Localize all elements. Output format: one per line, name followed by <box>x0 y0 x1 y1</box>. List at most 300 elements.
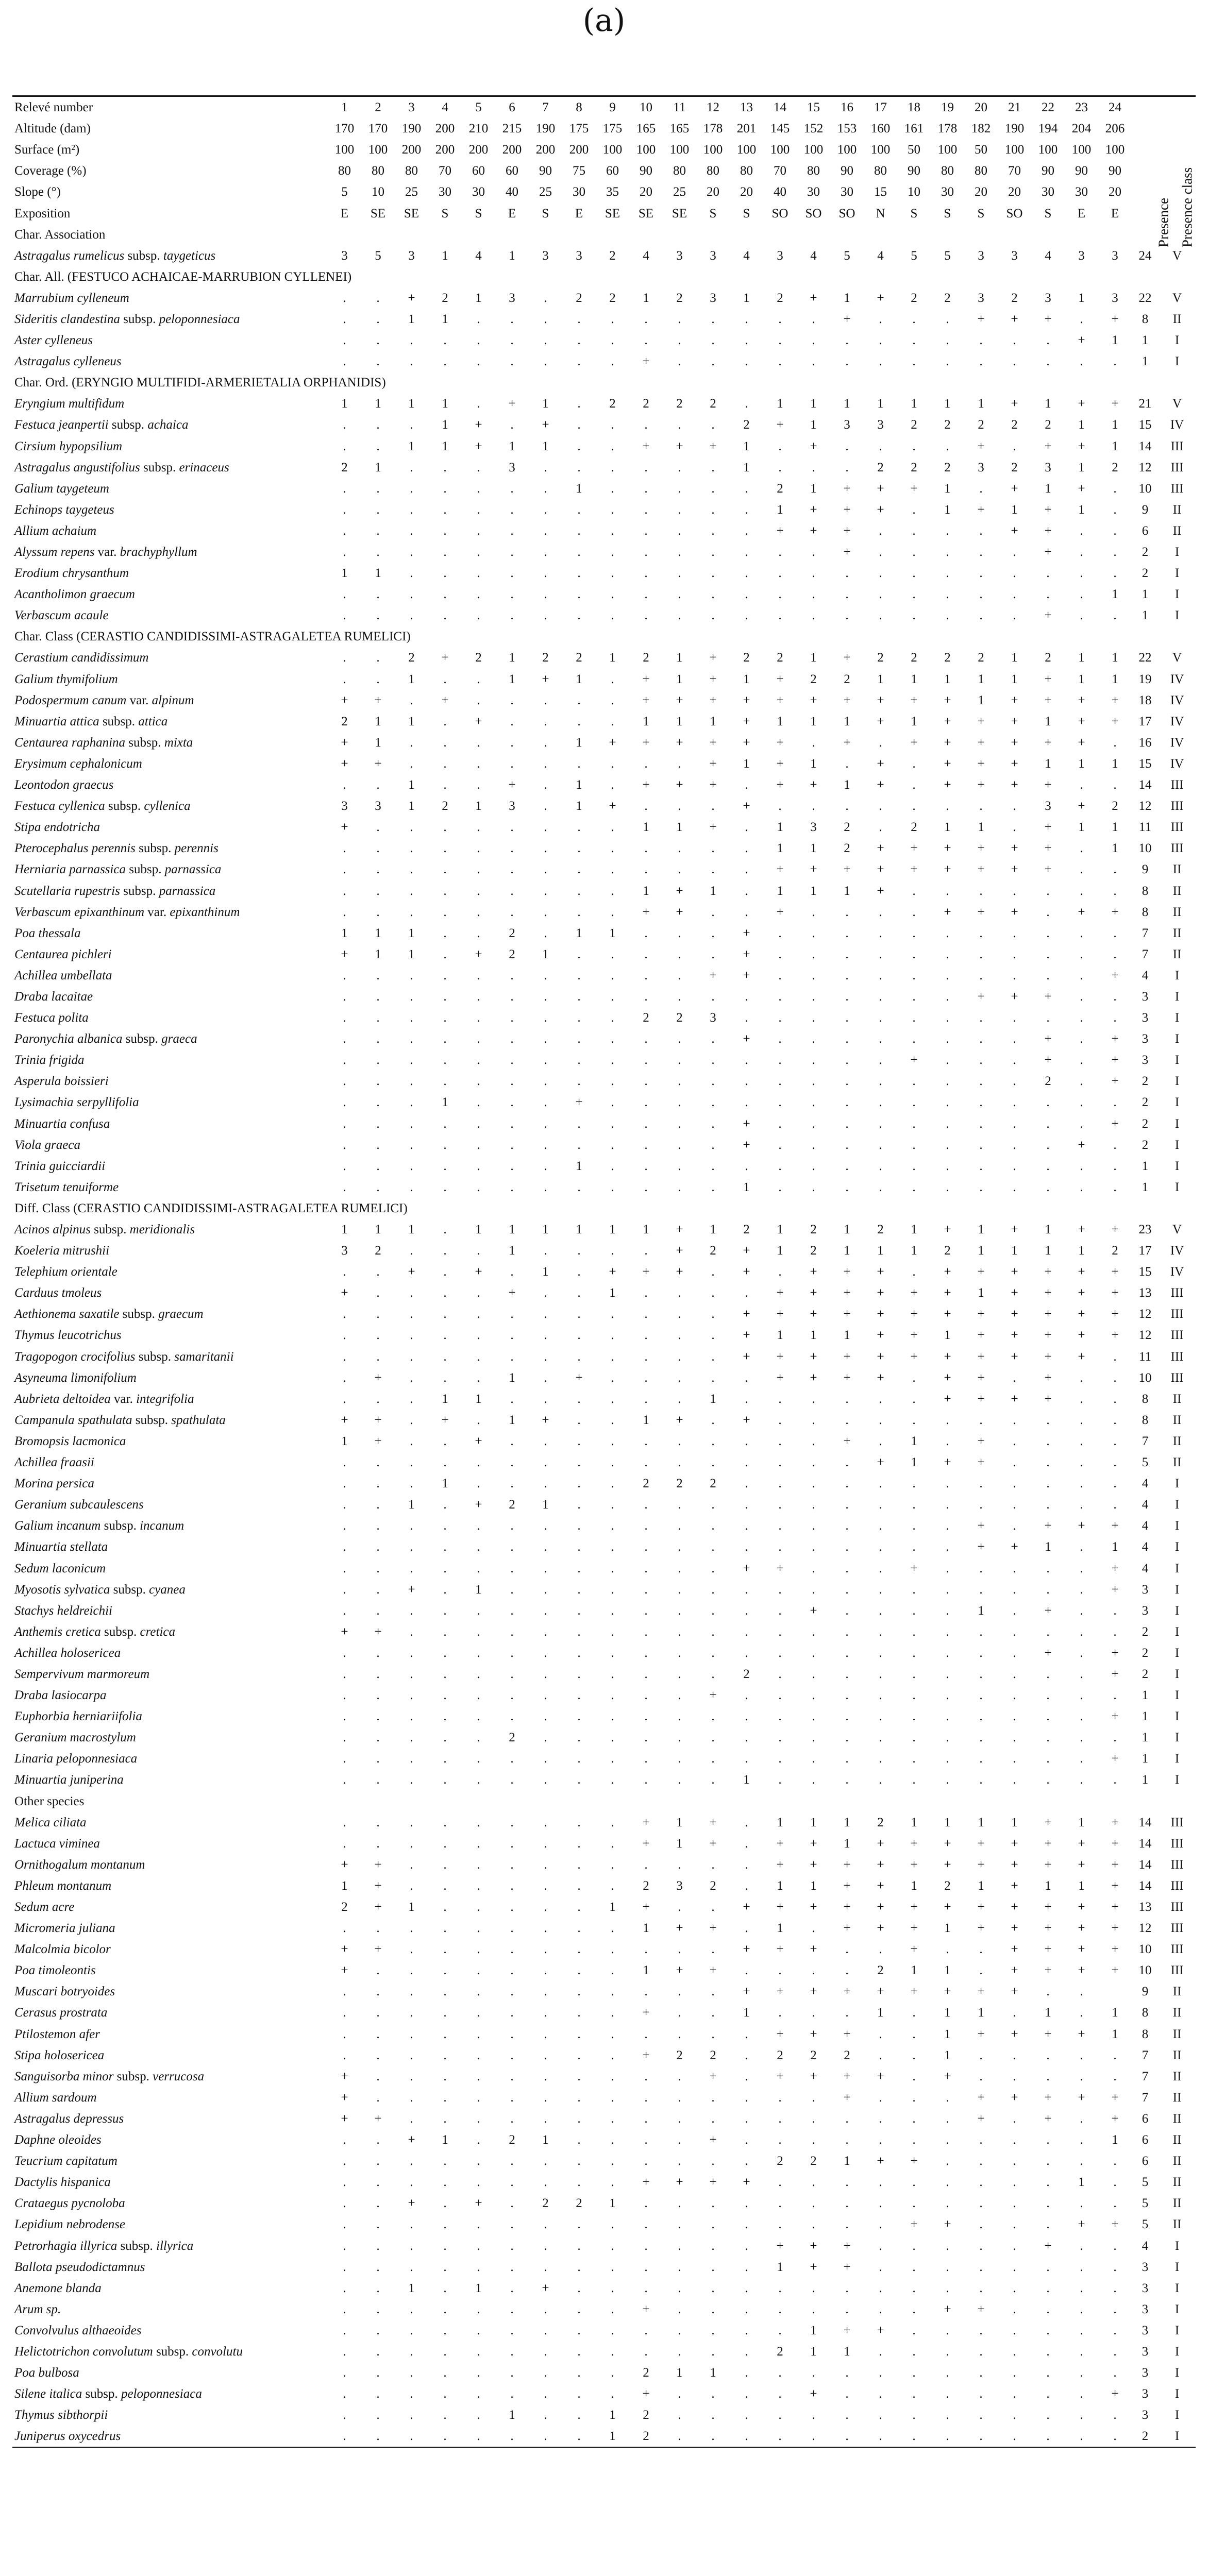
presence-class-value: V <box>1172 651 1182 665</box>
abundance-cell: . <box>376 1582 380 1597</box>
abundance-cell: . <box>1046 2323 1050 2337</box>
abundance-cell: . <box>845 354 849 369</box>
abundance-cell: . <box>845 799 849 814</box>
abundance-cell: 2 <box>844 672 850 686</box>
presence-class-value: IV <box>1170 693 1184 707</box>
abundance-cell: . <box>745 2111 748 2126</box>
species-name: Asyneuma limonifolium <box>14 1370 137 1385</box>
header-value: 100 <box>334 143 355 157</box>
abundance-cell: 1 <box>1045 756 1051 771</box>
abundance-cell: 2 <box>944 460 951 474</box>
presence-value: 1 <box>1142 1688 1149 1703</box>
abundance-cell: . <box>1080 1646 1083 1660</box>
abundance-cell: . <box>428 2426 462 2447</box>
abundance-cell: . <box>912 1413 916 1427</box>
header-value: 200 <box>435 122 455 136</box>
abundance-cell: . <box>845 2387 849 2401</box>
header-value: 190 <box>401 122 422 136</box>
presence-value: 19 <box>1138 672 1152 686</box>
abundance-cell: . <box>410 1815 413 1829</box>
abundance-cell: . <box>711 989 715 1004</box>
abundance-cell: . <box>1046 968 1050 982</box>
abundance-cell: . <box>1013 2175 1016 2190</box>
species-name: Aubrieta deltoidea var. integrifolia <box>14 1392 194 1406</box>
abundance-cell: + <box>609 735 616 750</box>
species-name: Herniaria parnassica subsp. parnassica <box>14 862 222 877</box>
presence-value: 6 <box>1142 2133 1149 2147</box>
abundance-cell: . <box>912 968 916 982</box>
abundance-cell: . <box>510 1921 514 1936</box>
abundance-cell: + <box>910 1942 918 1957</box>
abundance-cell: . <box>544 1752 547 1766</box>
abundance-cell: . <box>745 2090 748 2105</box>
abundance-cell: 1 <box>844 1223 850 1237</box>
abundance-cell: . <box>611 1688 614 1703</box>
presence-value: 3 <box>1142 2281 1149 2295</box>
abundance-cell: . <box>1013 1624 1016 1639</box>
presence-value: 14 <box>1138 1836 1152 1851</box>
abundance-cell: . <box>544 2387 547 2401</box>
abundance-cell: 1 <box>1011 502 1018 517</box>
presence-class-value: IV <box>1170 418 1184 432</box>
abundance-cell: . <box>812 566 815 581</box>
abundance-cell: . <box>678 1624 681 1639</box>
abundance-cell: . <box>443 2260 447 2274</box>
abundance-cell: . <box>611 1455 614 1470</box>
abundance-cell: . <box>410 1413 413 1427</box>
abundance-cell: 1 <box>375 397 381 411</box>
abundance-cell: + <box>642 2006 650 2020</box>
abundance-cell: . <box>443 841 447 856</box>
abundance-cell: 1 <box>810 397 817 411</box>
abundance-cell: + <box>776 1370 784 1385</box>
abundance-cell: . <box>644 1032 648 1046</box>
presence-value: 23 <box>1138 1223 1152 1237</box>
abundance-cell: 2 <box>810 672 817 686</box>
abundance-cell: 2 <box>944 651 951 665</box>
abundance-cell: . <box>912 989 916 1004</box>
abundance-cell: . <box>577 1985 581 1999</box>
abundance-cell: + <box>977 1540 985 1554</box>
abundance-cell: . <box>912 1603 916 1618</box>
abundance-cell: + <box>1111 2111 1119 2126</box>
presence-class-value: I <box>1175 1477 1180 1491</box>
abundance-cell: + <box>508 778 516 792</box>
header-value: SE <box>370 206 386 221</box>
abundance-cell: + <box>977 989 985 1004</box>
abundance-cell: . <box>376 2175 380 2190</box>
abundance-cell: . <box>577 354 581 369</box>
header-value: 80 <box>740 164 753 178</box>
abundance-cell: + <box>341 820 348 835</box>
abundance-cell: . <box>376 2408 380 2422</box>
abundance-cell: . <box>410 1540 413 1554</box>
abundance-cell: + <box>1011 1963 1018 1978</box>
abundance-cell: . <box>845 1498 849 1512</box>
abundance-cell: . <box>1080 884 1083 898</box>
abundance-cell: . <box>577 2302 581 2316</box>
abundance-cell: . <box>577 1709 581 1724</box>
abundance-cell: . <box>879 1646 882 1660</box>
abundance-cell: . <box>979 2323 983 2337</box>
abundance-cell: 2 <box>944 1244 951 1258</box>
abundance-cell: . <box>812 1434 815 1448</box>
abundance-cell: . <box>510 587 514 602</box>
abundance-cell: . <box>979 1646 983 1660</box>
abundance-cell: . <box>711 2344 715 2359</box>
abundance-cell: . <box>510 1434 514 1448</box>
section-title <box>12 224 1196 245</box>
presence-class-value: I <box>1175 968 1180 982</box>
abundance-cell: . <box>678 1752 681 1766</box>
abundance-cell: 2 <box>643 2408 649 2422</box>
abundance-cell: . <box>845 1752 849 1766</box>
abundance-cell: . <box>443 820 447 835</box>
abundance-cell: . <box>778 1498 782 1512</box>
abundance-cell: . <box>1113 2175 1117 2190</box>
abundance-cell: + <box>441 693 449 707</box>
abundance-cell: . <box>745 1603 748 1618</box>
abundance-cell: + <box>1111 1053 1119 1067</box>
abundance-cell: 2 <box>408 651 415 665</box>
header-value: 90 <box>1042 164 1054 178</box>
presence-class-value: I <box>1175 1540 1180 1554</box>
abundance-cell: . <box>443 1752 447 1766</box>
table-body <box>12 224 1196 2448</box>
abundance-cell: . <box>544 714 547 728</box>
abundance-cell: + <box>1111 1836 1119 1851</box>
abundance-cell: . <box>443 1857 447 1872</box>
section-title <box>12 266 1196 287</box>
abundance-cell: 3 <box>509 291 515 305</box>
header-value: 60 <box>606 164 619 178</box>
abundance-cell: . <box>812 608 815 623</box>
abundance-cell: . <box>577 1878 581 1893</box>
abundance-cell: . <box>778 1519 782 1533</box>
abundance-cell: . <box>410 2069 413 2083</box>
abundance-cell: . <box>912 778 916 792</box>
abundance-cell: . <box>343 2196 346 2211</box>
abundance-cell: . <box>845 1561 849 1575</box>
species-name: Minuartia juniperina <box>14 1773 124 1787</box>
abundance-cell: . <box>1013 1053 1016 1067</box>
species-name: Acinos alpinus subsp. meridionalis <box>14 1223 195 1237</box>
abundance-cell: . <box>644 1857 648 1872</box>
abundance-cell: + <box>743 1413 750 1427</box>
abundance-cell: . <box>544 1624 547 1639</box>
abundance-cell: . <box>611 1498 614 1512</box>
species-row <box>12 902 1196 923</box>
abundance-cell: + <box>877 2154 884 2168</box>
abundance-cell: . <box>611 2175 614 2190</box>
abundance-cell: . <box>477 354 480 369</box>
abundance-cell: . <box>912 1667 916 1681</box>
abundance-cell: . <box>376 2048 380 2062</box>
species-row <box>12 1367 1196 1388</box>
abundance-cell: . <box>812 968 815 982</box>
species-name: Draba lasiocarpa <box>14 1688 107 1703</box>
abundance-cell: . <box>711 312 715 326</box>
abundance-cell: . <box>443 1878 447 1893</box>
abundance-cell: . <box>376 1688 380 1703</box>
abundance-cell: . <box>644 2111 648 2126</box>
abundance-cell: . <box>410 608 413 623</box>
abundance-cell: . <box>510 714 514 728</box>
abundance-cell: 1 <box>341 1434 348 1448</box>
header-value: 100 <box>602 143 623 157</box>
presence-value: 14 <box>1138 1857 1152 1872</box>
abundance-cell: . <box>845 2281 849 2295</box>
abundance-cell: + <box>944 1455 951 1470</box>
abundance-cell: . <box>979 2239 983 2253</box>
abundance-cell: + <box>609 1265 616 1279</box>
abundance-cell: . <box>745 2302 748 2316</box>
header-row <box>12 139 1196 160</box>
header-value: 30 <box>472 185 485 199</box>
presence-value: 8 <box>1142 2027 1149 2041</box>
abundance-cell: + <box>1078 735 1085 750</box>
abundance-cell: + <box>944 841 951 856</box>
abundance-cell: 2 <box>509 1731 515 1745</box>
abundance-cell: . <box>778 1053 782 1067</box>
abundance-cell: . <box>946 968 949 982</box>
header-value: N <box>876 206 885 221</box>
abundance-cell: 2 <box>576 291 582 305</box>
abundance-cell: 1 <box>408 312 415 326</box>
abundance-cell: + <box>843 2027 851 2041</box>
abundance-cell: . <box>343 312 346 326</box>
abundance-cell: . <box>443 587 447 602</box>
presence-value: 22 <box>1138 291 1152 305</box>
abundance-cell: . <box>644 1159 648 1173</box>
abundance-cell: . <box>678 2408 681 2422</box>
abundance-cell: + <box>374 1370 382 1385</box>
abundance-cell: . <box>510 354 514 369</box>
abundance-cell: 1 <box>911 672 917 686</box>
abundance-cell: + <box>743 1900 750 1914</box>
abundance-cell: + <box>1044 693 1052 707</box>
presence-class-value: III <box>1170 1878 1184 1893</box>
abundance-cell: . <box>711 1370 715 1385</box>
presence-value: 14 <box>1138 1878 1152 1893</box>
species-name: Lepidium nebrodense <box>14 2217 126 2232</box>
species-row <box>12 2299 1196 2320</box>
abundance-cell: . <box>477 968 480 982</box>
abundance-cell: . <box>778 312 782 326</box>
abundance-cell: . <box>544 1603 547 1618</box>
presence-value: 12 <box>1138 1307 1152 1321</box>
abundance-cell: . <box>845 1455 849 1470</box>
abundance-cell: . <box>778 587 782 602</box>
species-row <box>12 2320 1196 2341</box>
abundance-cell: + <box>1111 1032 1119 1046</box>
abundance-cell: . <box>510 1074 514 1089</box>
abundance-cell: . <box>1113 1624 1117 1639</box>
abundance-cell: . <box>343 1392 346 1406</box>
abundance-cell: . <box>376 2027 380 2041</box>
abundance-cell: . <box>477 1053 480 1067</box>
abundance-cell: . <box>376 2281 380 2295</box>
abundance-cell: . <box>778 2366 782 2380</box>
abundance-cell: . <box>678 1773 681 1787</box>
abundance-cell: . <box>678 1498 681 1512</box>
abundance-cell: . <box>410 968 413 982</box>
abundance-cell: . <box>845 1138 849 1152</box>
abundance-cell: . <box>1013 2217 1016 2232</box>
presence-value: 7 <box>1142 2069 1149 2083</box>
species-row <box>12 1896 1196 1918</box>
species-name: Helictotrichon convolutum subsp. convolutu <box>14 2344 243 2359</box>
abundance-cell: . <box>343 2408 346 2422</box>
abundance-cell: . <box>510 1561 514 1575</box>
abundance-cell: . <box>879 523 882 538</box>
abundance-cell: . <box>812 1773 815 1787</box>
header-value: 90 <box>908 164 920 178</box>
abundance-cell: . <box>443 1731 447 1745</box>
abundance-cell: . <box>1046 2217 1050 2232</box>
header-value: 145 <box>770 122 790 136</box>
abundance-cell: . <box>544 608 547 623</box>
abundance-cell: + <box>1044 1900 1052 1914</box>
abundance-cell: . <box>879 1603 882 1618</box>
abundance-cell: . <box>1013 1561 1016 1575</box>
presence-class-value: III <box>1170 1963 1184 1978</box>
abundance-cell: 2 <box>375 1244 381 1258</box>
abundance-cell: + <box>1011 1985 1018 1999</box>
species-name: Arum sp. <box>14 2302 61 2316</box>
abundance-cell: . <box>376 312 380 326</box>
presence-value: 1 <box>1142 1180 1149 1194</box>
abundance-cell: . <box>1013 1731 1016 1745</box>
abundance-cell: . <box>812 1540 815 1554</box>
abundance-cell: . <box>979 2048 983 2062</box>
abundance-cell: . <box>443 862 447 877</box>
presence-value: 3 <box>1142 1011 1149 1025</box>
abundance-cell: . <box>964 2426 998 2447</box>
abundance-cell: . <box>376 1011 380 1025</box>
phytosociological-table <box>12 95 1196 2448</box>
abundance-cell: . <box>711 1646 715 1660</box>
species-row <box>12 1727 1196 1748</box>
abundance-cell: . <box>912 2175 916 2190</box>
abundance-cell: . <box>946 1053 949 1067</box>
abundance-cell: 3 <box>341 1244 348 1258</box>
abundance-cell: + <box>374 756 382 771</box>
abundance-cell: 1 <box>844 291 850 305</box>
abundance-cell: + <box>1044 862 1052 877</box>
abundance-cell: . <box>376 1985 380 1999</box>
abundance-cell: . <box>678 1519 681 1533</box>
header-value: 100 <box>1004 143 1025 157</box>
abundance-cell: . <box>979 1477 983 1491</box>
abundance-cell: 1 <box>1078 1244 1085 1258</box>
abundance-cell: . <box>477 862 480 877</box>
abundance-cell: 1 <box>475 291 482 305</box>
abundance-cell: . <box>477 693 480 707</box>
abundance-cell: . <box>812 2366 815 2380</box>
abundance-cell: + <box>877 1286 884 1300</box>
presence-class-value: I <box>1175 1667 1180 1681</box>
abundance-cell: 2 <box>777 651 783 665</box>
species-name: Poa bulbosa <box>14 2366 79 2380</box>
abundance-cell: + <box>977 1328 985 1343</box>
abundance-cell: . <box>745 820 748 835</box>
abundance-cell: 2 <box>509 1498 515 1512</box>
abundance-cell: . <box>912 2133 916 2147</box>
abundance-cell: 1 <box>1078 418 1085 432</box>
abundance-cell: . <box>946 1540 949 1554</box>
abundance-cell: . <box>1080 2281 1083 2295</box>
abundance-cell: . <box>1013 2344 1016 2359</box>
abundance-cell: + <box>944 693 951 707</box>
abundance-cell: + <box>1044 778 1052 792</box>
abundance-cell: . <box>778 2408 782 2422</box>
abundance-cell: . <box>711 1307 715 1321</box>
abundance-cell: + <box>374 1413 382 1427</box>
presence-value: 3 <box>1142 1582 1149 1597</box>
presence-value: 17 <box>1138 1244 1152 1258</box>
species-name: Festuca jeanpertii subsp. achaica <box>14 418 189 432</box>
abundance-cell: . <box>812 2408 815 2422</box>
abundance-cell: . <box>678 947 681 961</box>
species-row <box>12 287 1196 309</box>
presence-class-value: III <box>1170 1286 1184 1300</box>
header-value: 50 <box>975 143 987 157</box>
abundance-cell: . <box>711 1582 715 1597</box>
abundance-cell: . <box>912 2006 916 2020</box>
abundance-cell: . <box>611 2133 614 2147</box>
abundance-cell: . <box>644 418 648 432</box>
abundance-cell: 3 <box>1078 248 1085 263</box>
abundance-cell: 1 <box>408 926 415 940</box>
species-row <box>12 1071 1196 1092</box>
abundance-cell: . <box>443 2196 447 2211</box>
species-row <box>12 393 1196 414</box>
abundance-cell: . <box>1013 2260 1016 2274</box>
abundance-cell: . <box>1080 1032 1083 1046</box>
abundance-cell: . <box>376 862 380 877</box>
abundance-cell: . <box>879 926 882 940</box>
abundance-cell: . <box>544 905 547 919</box>
abundance-cell: . <box>812 1180 815 1194</box>
abundance-cell: . <box>946 1688 949 1703</box>
abundance-cell: 1 <box>911 397 917 411</box>
species-row <box>12 499 1196 520</box>
abundance-cell: . <box>477 1731 480 1745</box>
header-label: Coverage (%) <box>14 164 87 178</box>
abundance-cell: . <box>745 2217 748 2232</box>
abundance-cell: . <box>410 2111 413 2126</box>
abundance-cell: . <box>544 2239 547 2253</box>
abundance-cell: + <box>1044 312 1052 326</box>
abundance-cell: . <box>443 2090 447 2105</box>
abundance-cell: + <box>910 1307 918 1321</box>
abundance-cell: . <box>912 756 916 771</box>
abundance-cell: . <box>343 1477 346 1491</box>
abundance-cell: 1 <box>1045 1244 1051 1258</box>
species-name: Carduus tmoleus <box>14 1286 102 1300</box>
presence-value: 11 <box>1138 1349 1152 1364</box>
abundance-cell: . <box>376 1116 380 1131</box>
abundance-cell: + <box>676 735 683 750</box>
abundance-cell: + <box>776 1561 784 1575</box>
abundance-cell: . <box>477 1857 480 1872</box>
abundance-cell: 1 <box>341 1223 348 1237</box>
abundance-cell: . <box>343 608 346 623</box>
abundance-cell: 1 <box>1112 1540 1118 1554</box>
abundance-cell: . <box>912 1392 916 1406</box>
abundance-cell: . <box>644 1603 648 1618</box>
